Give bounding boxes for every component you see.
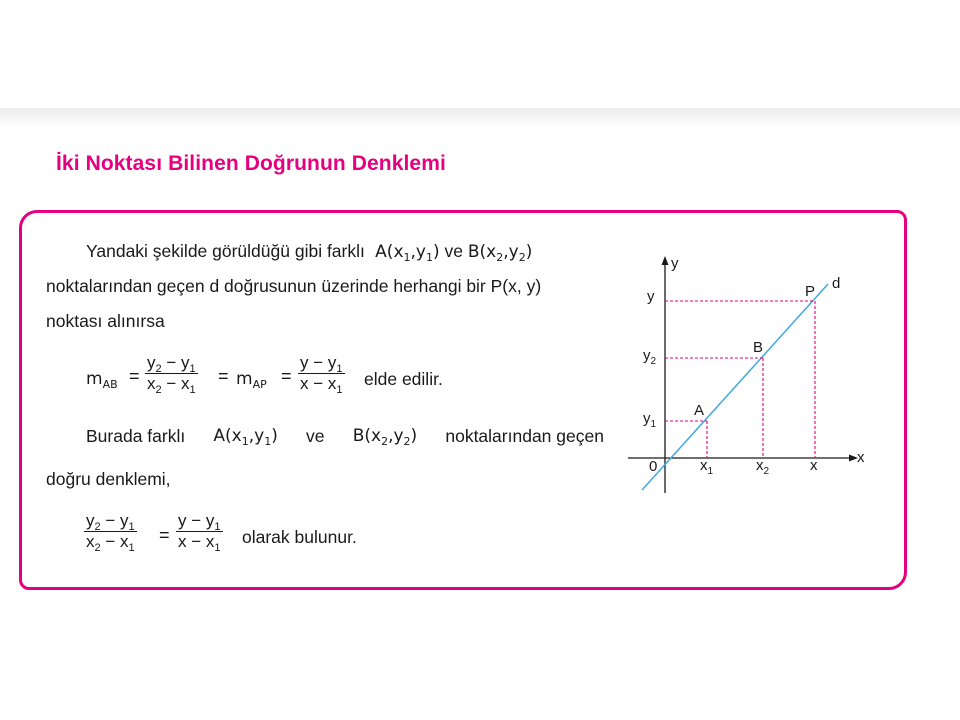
formula2-frac1 [84,511,137,554]
line-d-label: d [832,275,841,292]
formula1-frac1 [145,353,198,396]
para1-line1 [86,241,532,262]
formula1-frac1-den: $x_2 - x_1$ [147,374,196,396]
formula1-eq2: = [218,366,229,386]
y-axis-arrow [662,256,669,265]
formula2-frac2-den: $x - x_1$ [178,532,221,554]
para1-line2: noktalarından geçen d doğrusunun üzerinde herhangi bir P(x, y) [46,276,542,296]
formula1-frac1-num: $y_2 - y_1$ [147,353,196,375]
tick-x2: $x_2$ [756,457,770,477]
line-d [642,284,828,490]
point-b-coords: $B(x_2,y_2)$ [467,242,533,264]
point-b-label: B [753,339,764,356]
tick-y1: $y_1$ [643,410,657,430]
line-graph [620,248,880,498]
para2-ve: ve [306,426,325,446]
section-title: İki Noktası Bilinen Doğrunun Denklemi [56,152,446,175]
para2-point-a: $A(x_1,y_1)$ [213,426,278,448]
tick-x1: $x_1$ [700,457,714,477]
formula2-frac2-num: $y - y_1$ [178,511,221,533]
para2-text-a: Burada farklı [86,426,186,446]
formula1-frac2-den: $x - x_1$ [300,374,343,396]
ve-word: ve [444,241,463,261]
y-axis-label: y [671,255,679,272]
tick-y2: $y_2$ [643,347,657,367]
para2-point-b: $B(x_2,y_2)$ [352,426,418,448]
para2-line1 [86,426,604,446]
x-axis-label: x [857,449,865,466]
tick-x: x [810,457,818,474]
tick-y: y [647,288,655,305]
formula1-tail: elde edilir. [364,369,443,389]
para1-line3: noktası alınırsa [46,311,165,331]
formula1-frac2-num: $y - y_1$ [300,353,343,375]
para2-line2: doğru denklemi, [46,469,171,489]
top-shade [0,108,960,128]
point-p-label: P [805,283,816,300]
origin-label: 0 [649,458,658,475]
formula2-eq: = [159,525,170,545]
formula1-m-ab: $m_{AB}$ [86,369,118,391]
point-a-label: A [694,402,705,419]
point-a-coords: $A(x_1,y_1)$ [375,242,440,264]
formula1-eq1: = [129,366,140,386]
formula2-frac2 [176,511,223,554]
para1-text: Yandaki şekilde görüldüğü gibi farklı [86,241,365,261]
para2-text-b: noktalarından geçen [445,426,604,446]
formula1-eq3: = [281,366,292,386]
formula2-frac1-num: $y_2 - y_1$ [86,511,135,533]
formula1-frac2 [298,353,345,396]
formula1-m-ap: $m_{AP}$ [236,369,267,391]
formula2-tail: olarak bulunur. [242,527,357,547]
formula2-frac1-den: $x_2 - x_1$ [86,532,135,554]
